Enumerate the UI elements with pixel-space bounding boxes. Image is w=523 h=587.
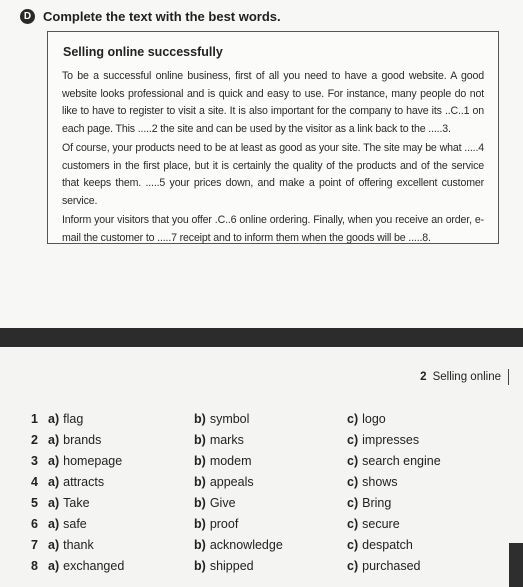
option-letter: c) [347, 517, 359, 531]
option-letter: a) [48, 496, 60, 510]
option-b[interactable] [194, 538, 283, 552]
question-number: 1 [31, 412, 38, 426]
option-b[interactable] [194, 412, 249, 426]
option-b[interactable] [194, 496, 236, 510]
option-a[interactable] [48, 454, 122, 468]
exercise-header [20, 9, 281, 24]
option-letter: c) [347, 559, 359, 573]
option-row [31, 496, 511, 517]
option-c[interactable] [347, 559, 421, 573]
option-letter: c) [347, 475, 359, 489]
option-a[interactable] [48, 559, 124, 573]
option-text: impresses [362, 433, 420, 447]
header-rule [508, 369, 509, 385]
option-text: Give [209, 496, 236, 510]
option-a[interactable] [48, 475, 104, 489]
option-text: shows [362, 475, 398, 489]
passage-title: Selling online successfully [63, 45, 223, 59]
option-text: marks [209, 433, 244, 447]
question-number: 2 [31, 433, 38, 447]
option-letter: c) [347, 538, 359, 552]
option-c[interactable] [347, 433, 419, 447]
option-b[interactable] [194, 433, 244, 447]
option-c[interactable] [347, 538, 413, 552]
option-text: brands [63, 433, 102, 447]
exercise-badge: D [20, 9, 35, 24]
option-row [31, 475, 511, 496]
question-number: 5 [31, 496, 38, 510]
question-number: 7 [31, 538, 38, 552]
option-text: shipped [209, 559, 254, 573]
option-row [31, 517, 511, 538]
option-letter: c) [347, 496, 359, 510]
option-text: attracts [63, 475, 105, 489]
option-b[interactable] [194, 517, 238, 531]
passage-paragraph-1: To be a successful online business, first of all you need to have a good website. A good website looks professional and is quick and easy to use. For instance, many people do not like to have to register to visit a site. It is also important for the company to have its ..C..1 on each page. This .....2 the site and can be used by the visitor as a link back to the .....3. [62, 70, 484, 135]
option-c[interactable] [347, 475, 398, 489]
option-row [31, 454, 511, 475]
page-running-header [420, 369, 509, 385]
section-title: Selling online [432, 371, 501, 383]
option-c[interactable] [347, 454, 441, 468]
page-divider [0, 328, 523, 347]
option-letter: a) [48, 517, 60, 531]
option-letter: a) [48, 433, 60, 447]
option-text: secure [362, 517, 400, 531]
option-text: acknowledge [209, 538, 283, 552]
option-a[interactable] [48, 412, 83, 426]
option-letter: a) [48, 475, 60, 489]
option-letter: a) [48, 412, 60, 426]
option-c[interactable] [347, 412, 386, 426]
option-row [31, 538, 511, 559]
option-row [31, 412, 511, 433]
page-number: 2 [420, 371, 427, 383]
option-row [31, 433, 511, 454]
option-letter: b) [194, 475, 206, 489]
question-number: 4 [31, 475, 38, 489]
option-letter: b) [194, 433, 206, 447]
option-letter: b) [194, 454, 206, 468]
option-text: Take [63, 496, 90, 510]
option-text: safe [63, 517, 87, 531]
option-letter: c) [347, 412, 359, 426]
option-letter: a) [48, 454, 60, 468]
option-letter: b) [194, 559, 206, 573]
option-text: proof [209, 517, 239, 531]
option-text: thank [63, 538, 94, 552]
option-text: appeals [209, 475, 254, 489]
answer-options-section [0, 347, 523, 587]
question-number: 6 [31, 517, 38, 531]
option-a[interactable] [48, 517, 87, 531]
option-letter: b) [194, 496, 206, 510]
option-letter: b) [194, 538, 206, 552]
option-text: exchanged [63, 559, 125, 573]
option-b[interactable] [194, 475, 254, 489]
option-text: Bring [362, 496, 392, 510]
option-text: despatch [362, 538, 413, 552]
option-letter: b) [194, 412, 206, 426]
option-c[interactable] [347, 517, 400, 531]
option-letter: a) [48, 559, 60, 573]
option-letter: c) [347, 454, 359, 468]
option-a[interactable] [48, 496, 90, 510]
option-a[interactable] [48, 433, 101, 447]
option-b[interactable] [194, 559, 254, 573]
option-text: homepage [63, 454, 123, 468]
option-text: modem [209, 454, 252, 468]
option-text: flag [63, 412, 84, 426]
option-letter: b) [194, 517, 206, 531]
option-a[interactable] [48, 538, 94, 552]
option-text: symbol [209, 412, 250, 426]
option-text: search engine [362, 454, 441, 468]
option-letter: a) [48, 538, 60, 552]
passage-paragraph-2: Of course, your products need to be at least as good as your site. The site may be what .....4 customers in the first place, but it is certainly the quality of the products and of the service that keeps them. .....5 your prices down, and make a point of offering excellent customer service. [62, 142, 484, 207]
option-b[interactable] [194, 454, 252, 468]
page-edge-shadow [509, 543, 523, 587]
option-text: purchased [362, 559, 421, 573]
option-row [31, 559, 511, 580]
option-c[interactable] [347, 496, 391, 510]
question-number: 3 [31, 454, 38, 468]
passage-paragraph-3: Inform your visitors that you offer .C..6 online ordering. Finally, when you receive an order, e-mail the customer to .....7 receipt and to inform them when the goods will be .....8. [62, 214, 484, 244]
option-text: logo [362, 412, 386, 426]
question-number: 8 [31, 559, 38, 573]
passage-box [47, 31, 499, 244]
exercise-instruction: Complete the text with the best words. [43, 9, 281, 24]
option-letter: c) [347, 433, 359, 447]
